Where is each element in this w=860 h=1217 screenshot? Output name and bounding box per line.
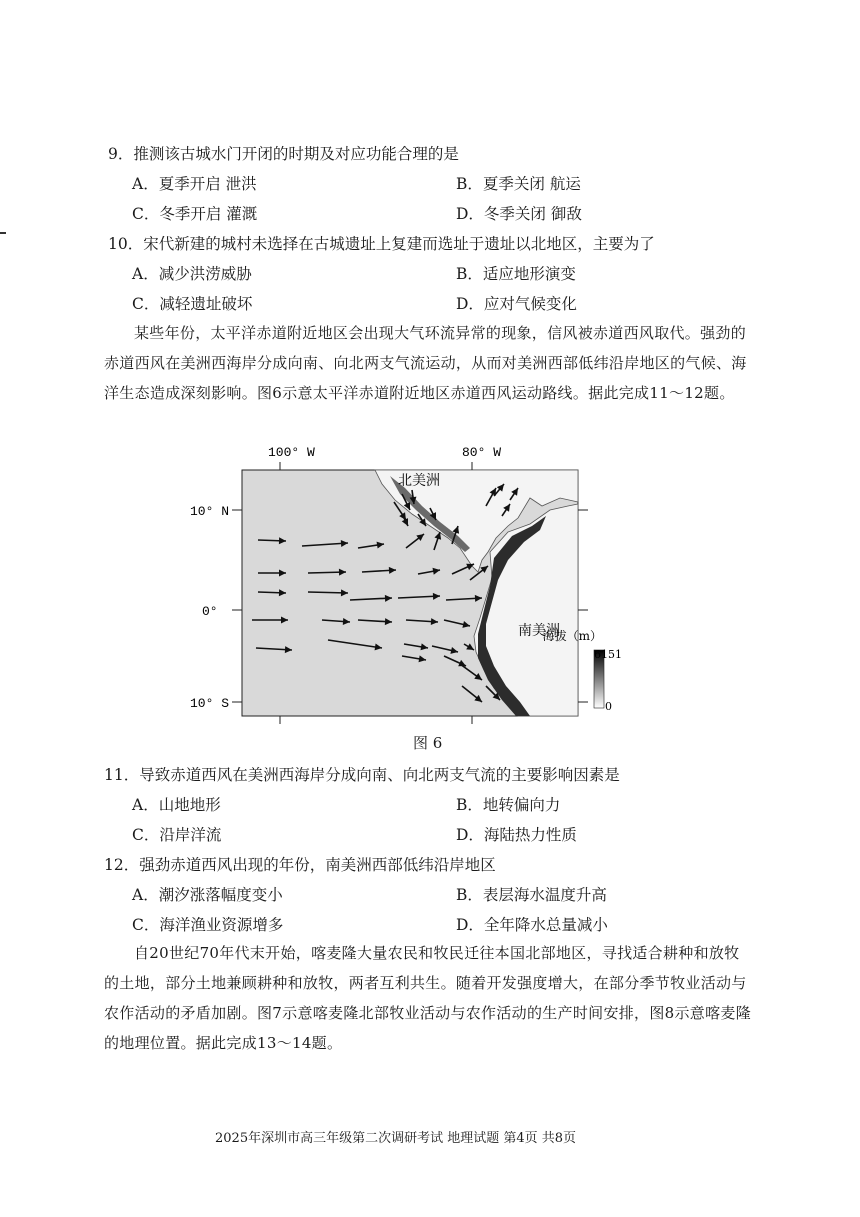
q11-option-d: D．海陆热力性质 [456,826,577,844]
question-11-stem: 11．导致赤道西风在美洲西海岸分成向南、向北两支气流的主要影响因素是 [104,766,620,784]
question-12-stem: 12．强劲赤道西风出现的年份，南美洲西部低纬沿岸地区 [104,856,496,874]
q12-option-a: A．潮汐涨落幅度变小 [132,886,283,904]
passage-2: 自20世纪70年代末开始，喀麦隆大量农民和牧民迁往本国北部地区，寻找适合耕种和放牧的土地，部分土地兼顾耕种和放牧，两者互利共生。随着开发强度增大，在部分季节牧业活动与农作活动的矛盾加剧。图7示意喀麦隆北部牧业活动与农作活动的生产时间安排，图8示意喀麦隆的地理位置。据此完成13～14题。 [104,944,751,1052]
lat-label-10s: 10° S [190,696,230,711]
q9-option-a: A．夏季开启 泄洪 [132,175,257,193]
q9-option-d: D．冬季关闭 御敌 [456,205,582,223]
lon-label-100w: 100° W [268,445,315,460]
q9-option-b: B．夏季关闭 航运 [456,175,581,193]
figure-6-map [190,440,622,730]
q11-option-c: C．沿岸洋流 [132,826,222,844]
legend-max: 6151 [594,648,622,661]
lat-label-0: 0° [202,604,218,619]
q12-option-d: D．全年降水总量减小 [456,916,608,934]
lon-label-80w: 80° W [462,445,502,460]
q12-option-c: C．海洋渔业资源增多 [132,916,284,934]
margin-mark [0,232,6,234]
label-north-america: 北美洲 [398,473,440,489]
q12-option-b: B．表层海水温度升高 [456,886,607,904]
q10-option-a: A．减少洪涝威胁 [132,265,252,283]
page-footer: 2025年深圳市高三年级第二次调研考试 地理试题 第4页 共8页 [215,1131,577,1146]
passage-1: 某些年份，太平洋赤道附近地区会出现大气环流异常的现象，信风被赤道西风取代。强劲的赤道西风在美洲西海岸分成向南、向北两支气流运动，从而对美洲西部低纬沿岸地区的气候、海洋生态造成深刻影响。图6示意太平洋赤道附近地区赤道西风运动路线。据此完成11～12题。 [104,324,747,402]
label-south-america: 南美洲 [518,623,560,639]
q9-option-c: C．冬季开启 灌溉 [132,205,258,223]
question-10-stem: 10．宋代新建的城村未选择在古城遗址上复建而选址于遗址以北地区，主要为了 [108,235,655,253]
legend-min: 0 [605,700,612,713]
q10-option-d: D．应对气候变化 [456,295,577,313]
q11-option-b: B．地转偏向力 [456,796,561,814]
figure-6-caption: 图 6 [413,734,443,752]
legend-title: 海拔（m） [542,629,602,643]
q10-option-b: B．适应地形演变 [456,265,576,283]
q10-option-c: C．减轻遗址破坏 [132,295,253,313]
question-9-stem: 9．推测该古城水门开闭的时期及对应功能合理的是 [108,145,459,163]
lat-label-10n: 10° N [190,504,230,519]
q11-option-a: A．山地地形 [132,796,221,814]
